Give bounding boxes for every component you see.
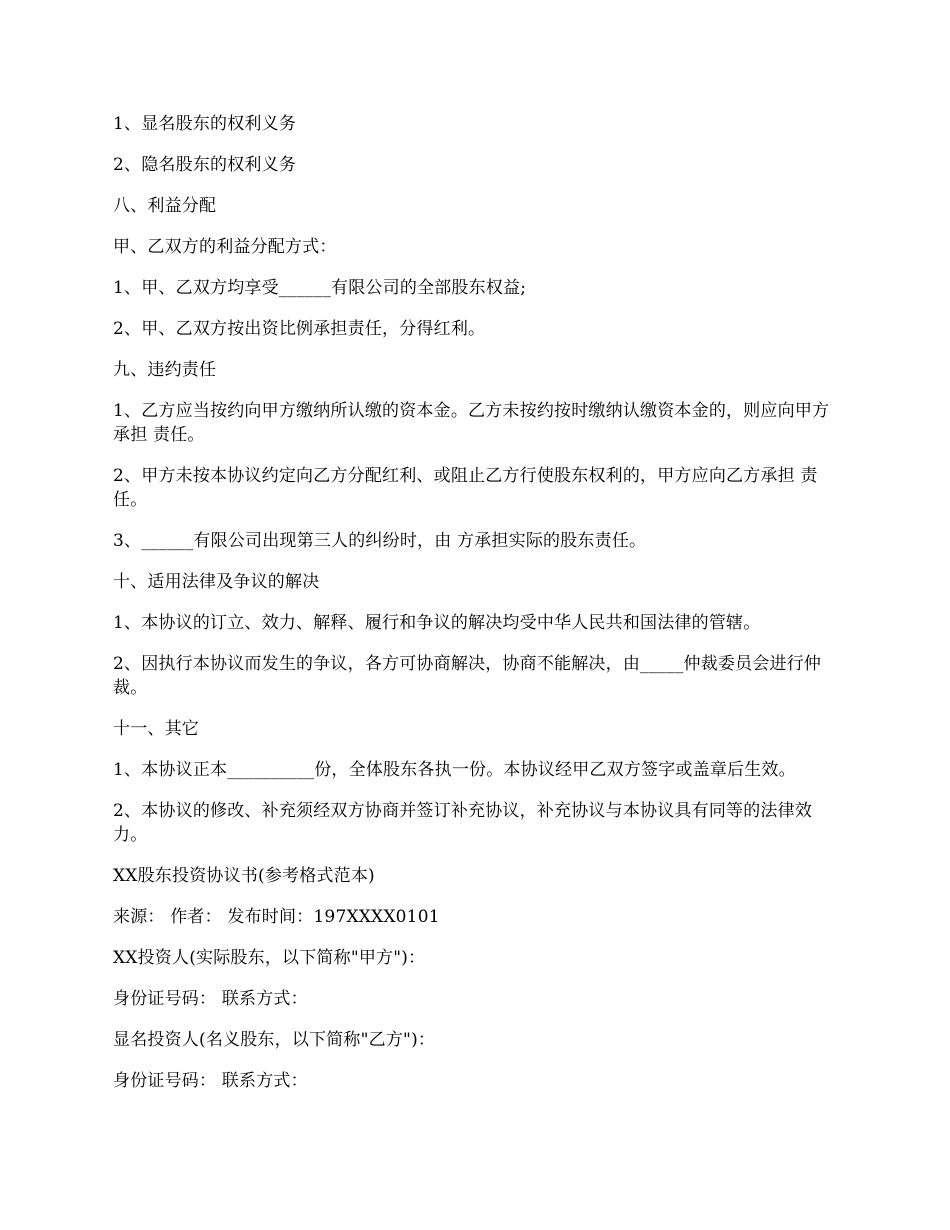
section-heading: 十一、其它	[113, 719, 199, 739]
clause-text: 1、显名股东的权利义务	[113, 114, 297, 134]
party-info-line: 身份证号码： 联系方式：	[113, 1071, 308, 1091]
clause-text: 1、本协议正本__________份，全体股东各执一份。本协议经甲乙双方签字或盖章后生效。	[113, 760, 796, 780]
party-line: XX投资人(实际股东，以下简称"甲方")：	[113, 948, 426, 968]
clause-text: 2、因执行本协议而发生的争议，各方可协商解决，协商不能解决，由_____仲裁委员会进行仲裁。	[113, 654, 822, 698]
party-info-line: 身份证号码： 联系方式：	[113, 989, 308, 1009]
clause-text: 1、乙方应当按约向甲方缴纳所认缴的资本金。乙方未按约按时缴纳认缴资本金的，则应向甲方承担 责任。	[113, 401, 830, 445]
clause-text: 1、本协议的订立、效力、解释、履行和争议的解决均受中华人民共和国法律的管辖。	[113, 613, 761, 633]
clause-text: 3、______有限公司出现第三人的纠纷时，由 方承担实际的股东责任。	[113, 531, 647, 551]
clause-text: 2、甲、乙双方按出资比例承担责任，分得红利。	[113, 319, 486, 339]
clause-text: 2、甲方未按本协议约定向乙方分配红利、或阻止乙方行使股东权利的，甲方应向乙方承担 责任。	[113, 466, 818, 510]
section-heading: 八、利益分配	[113, 196, 217, 216]
clause-text: 2、本协议的修改、补充须经双方协商并签订补充协议，补充协议与本协议具有同等的法律效力。	[113, 801, 813, 845]
clause-text: 2、隐名股东的权利义务	[113, 155, 297, 175]
section-heading: 九、违约责任	[113, 360, 217, 380]
party-line: 显名投资人(名义股东，以下简称"乙方")：	[113, 1030, 436, 1050]
document-title: XX股东投资协议书(参考格式范本)	[113, 866, 375, 886]
section-heading: 十、适用法律及争议的解决	[113, 572, 320, 592]
clause-text: 甲、乙双方的利益分配方式：	[113, 237, 337, 257]
clause-text: 1、甲、乙双方均享受______有限公司的全部股东权益;	[113, 278, 527, 298]
meta-line: 来源： 作者： 发布时间：197XXXX0101	[113, 907, 440, 927]
document-body	[113, 112, 839, 1110]
